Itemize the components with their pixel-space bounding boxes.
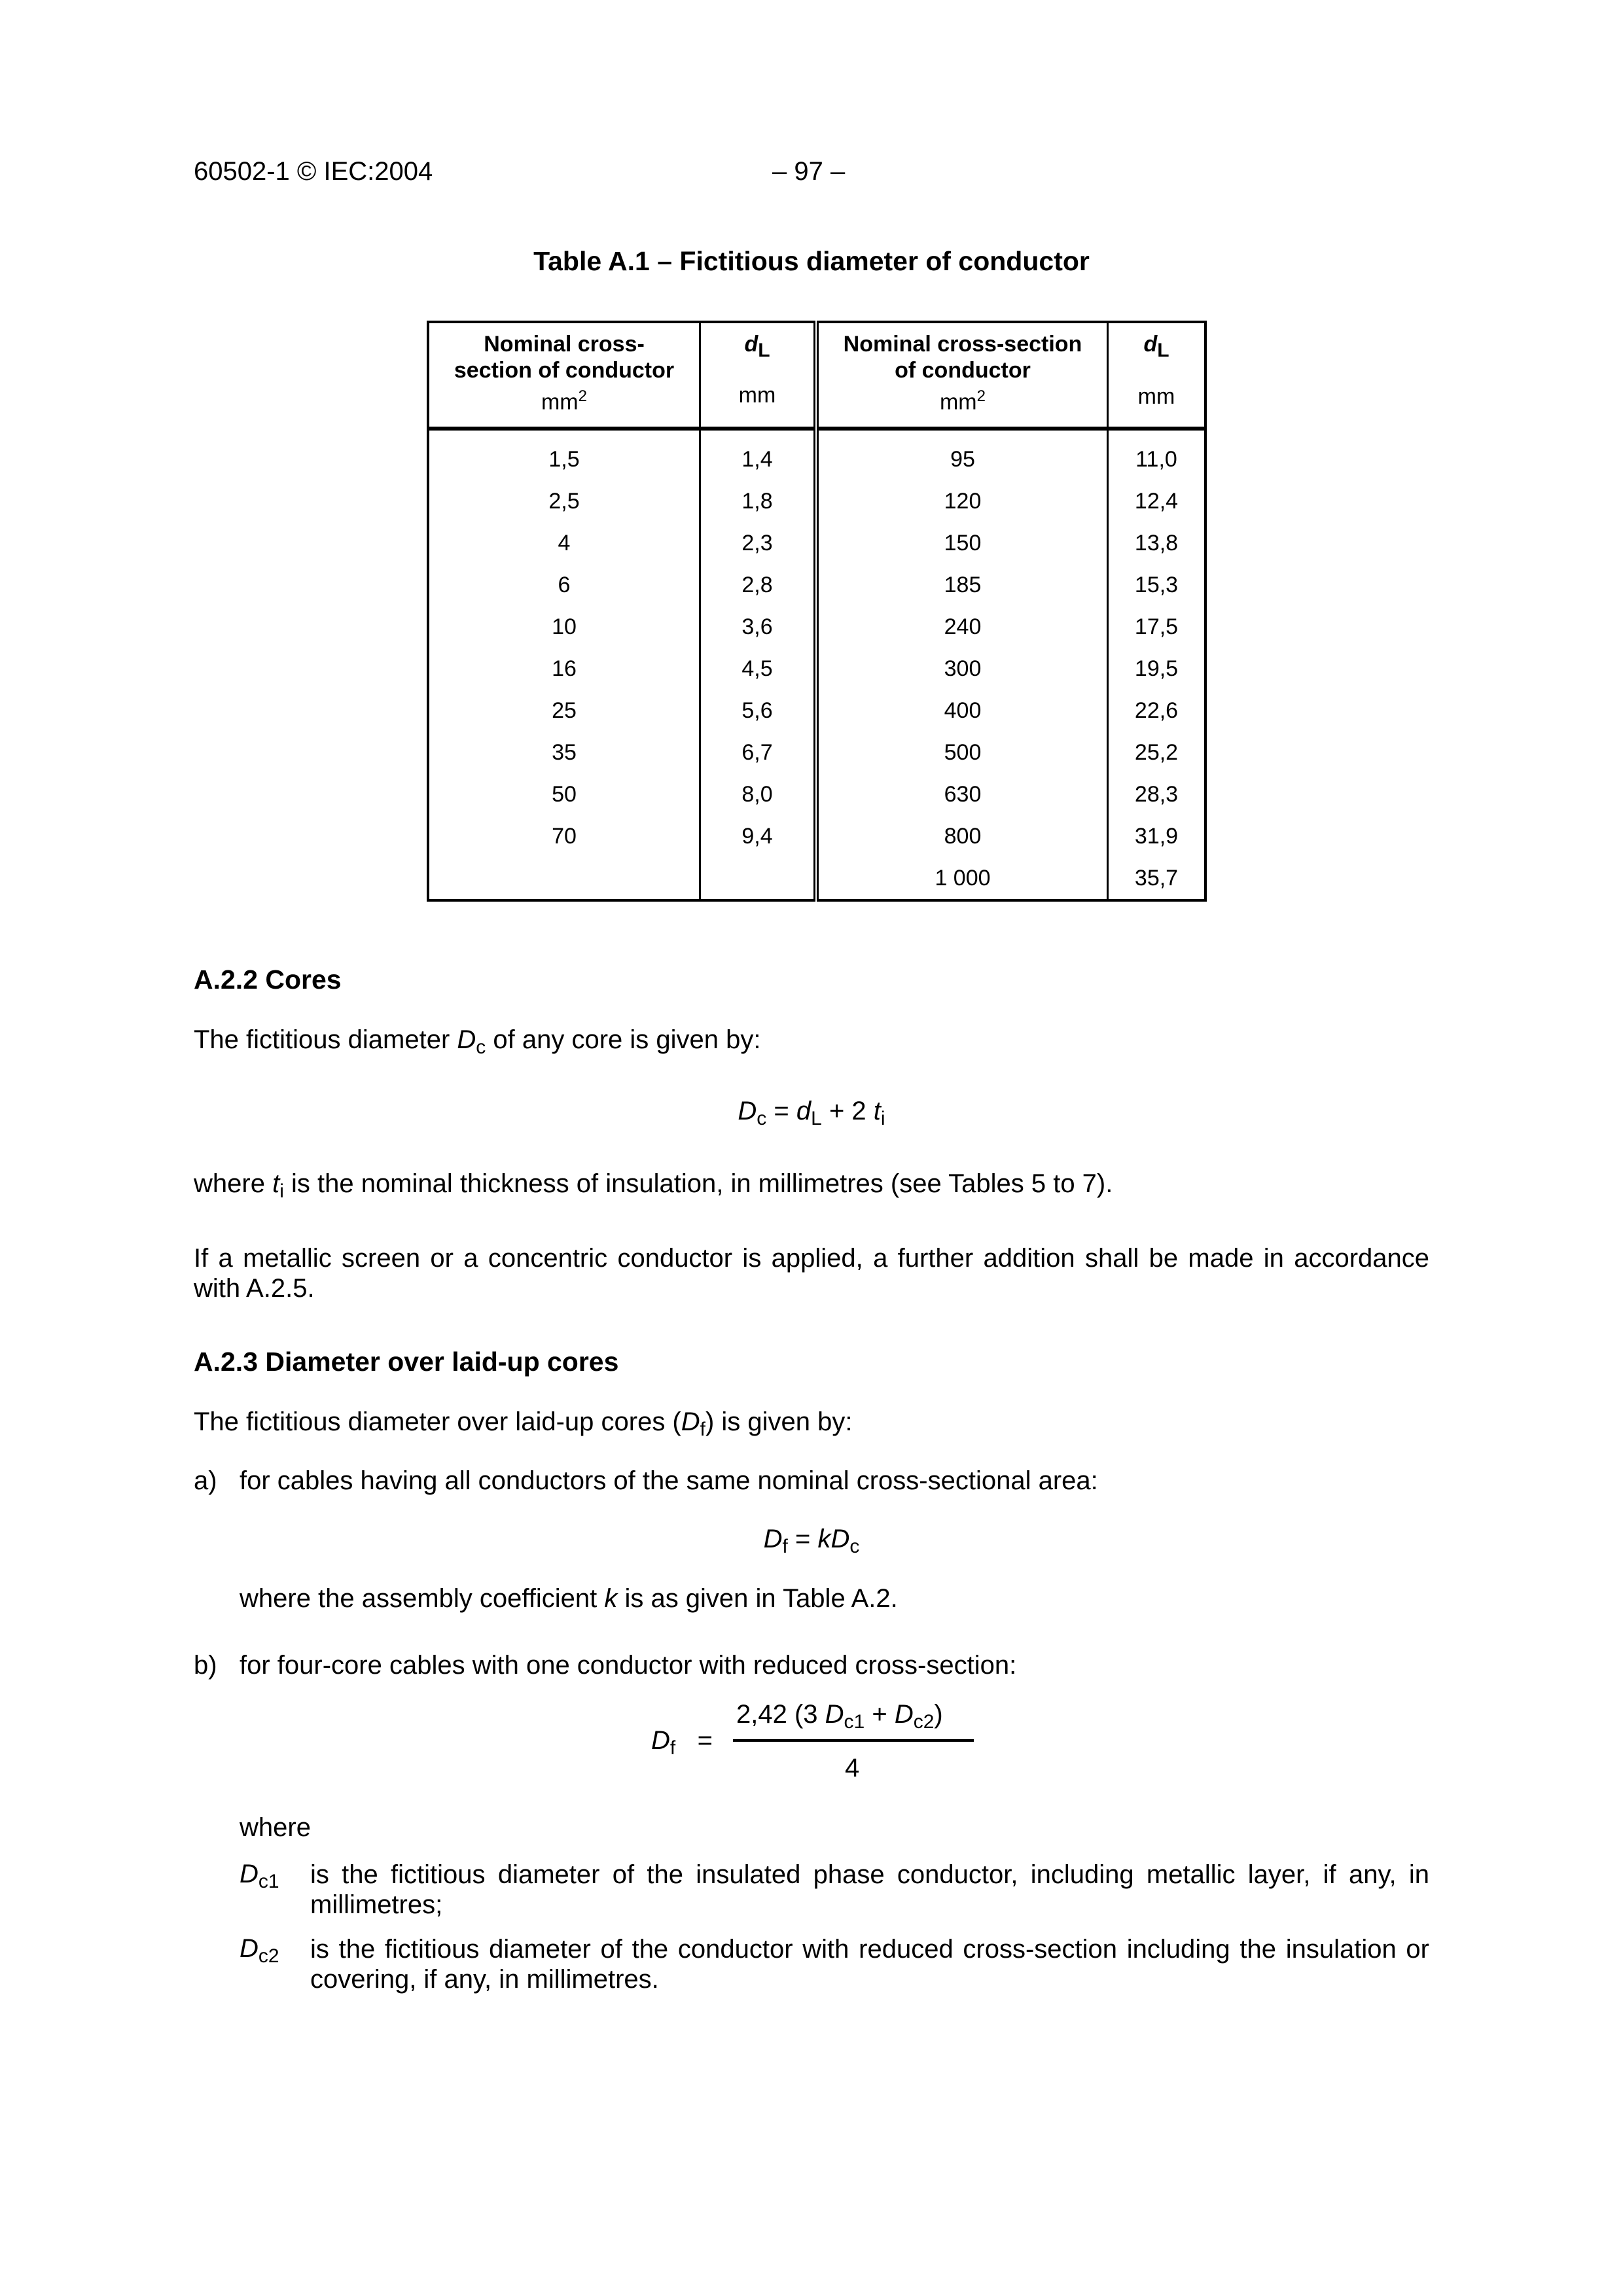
- table-cell: 2,5: [428, 480, 700, 522]
- fraction-bar: [733, 1739, 974, 1742]
- table-cell: 800: [816, 815, 1108, 857]
- equation-dc: $D_c = d_L + 2$ $t_i$: [738, 1097, 885, 1129]
- def-text-dc1: is the fictitious diameter of the insulated phase conductor, including metallic layer, if any, in millimetres;: [310, 1860, 1429, 1919]
- table-cell: 2,8: [700, 564, 817, 606]
- table-cell: 5,6: [700, 690, 817, 732]
- table-row: [428, 690, 1205, 732]
- paragraph-ti-definition: where $t_i$ is the nominal thickness of insulation, in millimetres (see Tables 5 to 7).: [194, 1169, 1113, 1202]
- table-cell: 25: [428, 690, 700, 732]
- table-cell: 19,5: [1108, 648, 1206, 690]
- table-cell: 6: [428, 564, 700, 606]
- table-cell: 95: [816, 429, 1108, 480]
- table-cell: 22,6: [1108, 690, 1206, 732]
- section-heading-a23: A.2.3 Diameter over laid-up cores: [194, 1347, 619, 1377]
- header-dl-2: $d_L$ mm: [1108, 322, 1206, 429]
- table-cell: 185: [816, 564, 1108, 606]
- table-cell: 13,8: [1108, 522, 1206, 564]
- equation-lhs: $D_f$ =: [651, 1726, 713, 1759]
- table-cell: 9,4: [700, 815, 817, 857]
- equation-df-a: $D_f = kD_c$: [763, 1525, 860, 1557]
- table-cell: 6,7: [700, 732, 817, 773]
- table-row: [428, 429, 1205, 480]
- header-dl-1: $d_L$ mm: [700, 322, 817, 429]
- table-cell: [428, 857, 700, 900]
- table-cell: 35: [428, 732, 700, 773]
- table-cell: 50: [428, 773, 700, 815]
- table-cell: 150: [816, 522, 1108, 564]
- paragraph-laid-up-diameter: The fictitious diameter over laid-up cores $(D_f)$ is given by:: [194, 1407, 853, 1440]
- def-symbol-dc1: $D_{c1}$: [240, 1860, 279, 1892]
- table-cell: 240: [816, 606, 1108, 648]
- table-cell: 16: [428, 648, 700, 690]
- table-row: [428, 606, 1205, 648]
- table-row: [428, 773, 1205, 815]
- table-cell: 630: [816, 773, 1108, 815]
- where-label: where: [240, 1813, 311, 1842]
- equation-denominator: 4: [845, 1754, 860, 1782]
- table-cell: 8,0: [700, 773, 817, 815]
- table-cell: 1,5: [428, 429, 700, 480]
- table-cell: 12,4: [1108, 480, 1206, 522]
- table-cell: 35,7: [1108, 857, 1206, 900]
- table-cell: 2,3: [700, 522, 817, 564]
- conductor-diameter-table: [427, 321, 1207, 902]
- section-heading-a22: A.2.2 Cores: [194, 964, 342, 995]
- table-cell: 31,9: [1108, 815, 1206, 857]
- table-cell: 300: [816, 648, 1108, 690]
- table-row: [428, 480, 1205, 522]
- def-text-dc2: is the fictitious diameter of the conductor with reduced cross-section including the insulation or covering, if any, in millimetres.: [310, 1935, 1429, 1994]
- document-id: 60502-1 © IEC:2004: [194, 157, 433, 186]
- table-row: [428, 732, 1205, 773]
- table-cell: 70: [428, 815, 700, 857]
- table-row: [428, 522, 1205, 564]
- table-cell: 3,6: [700, 606, 817, 648]
- table-cell: 28,3: [1108, 773, 1206, 815]
- table-cell: 25,2: [1108, 732, 1206, 773]
- table-cell: 400: [816, 690, 1108, 732]
- def-symbol-dc2: $D_{c2}$: [240, 1934, 279, 1967]
- table-cell: 1 000: [816, 857, 1108, 900]
- list-item-a: a) for cables having all conductors of the same nominal cross-sectional area:: [194, 1466, 1098, 1495]
- table-cell: 500: [816, 732, 1108, 773]
- table-title: Table A.1 – Fictitious diameter of conductor: [533, 246, 1090, 276]
- table-cell: 11,0: [1108, 429, 1206, 480]
- table-header-row: [428, 322, 1205, 429]
- paragraph-core-diameter: The fictitious diameter $D_c$ of any core is given by:: [194, 1025, 761, 1058]
- note-assembly-coefficient: where the assembly coefficient k is as given in Table A.2.: [240, 1584, 898, 1613]
- table-cell: 1,4: [700, 429, 817, 480]
- page-number: – 97 –: [772, 157, 846, 186]
- table-cell: [700, 857, 817, 900]
- header-cross-section-2: Nominal cross-section of conductor $mm^2$: [816, 322, 1108, 429]
- table-cell: 1,8: [700, 480, 817, 522]
- table-row: [428, 648, 1205, 690]
- equation-numerator: 2,42 (3 $D_{c1} + D_{c2}$): [736, 1700, 943, 1733]
- paragraph-metallic-screen: If a metallic screen or a concentric conductor is applied, a further addition shall be made in accordance with A.2.5.: [194, 1244, 1429, 1303]
- table-row: [428, 815, 1205, 857]
- list-item-b: b) for four-core cables with one conductor with reduced cross-section:: [194, 1651, 1017, 1680]
- header-cross-section-1: Nominal cross- section of conductor $mm^2$: [428, 322, 700, 429]
- table-row: [428, 564, 1205, 606]
- table-cell: 10: [428, 606, 700, 648]
- table-cell: 15,3: [1108, 564, 1206, 606]
- table-cell: 17,5: [1108, 606, 1206, 648]
- table-cell: 4,5: [700, 648, 817, 690]
- table-cell: 4: [428, 522, 700, 564]
- table-row: [428, 857, 1205, 900]
- table-cell: 120: [816, 480, 1108, 522]
